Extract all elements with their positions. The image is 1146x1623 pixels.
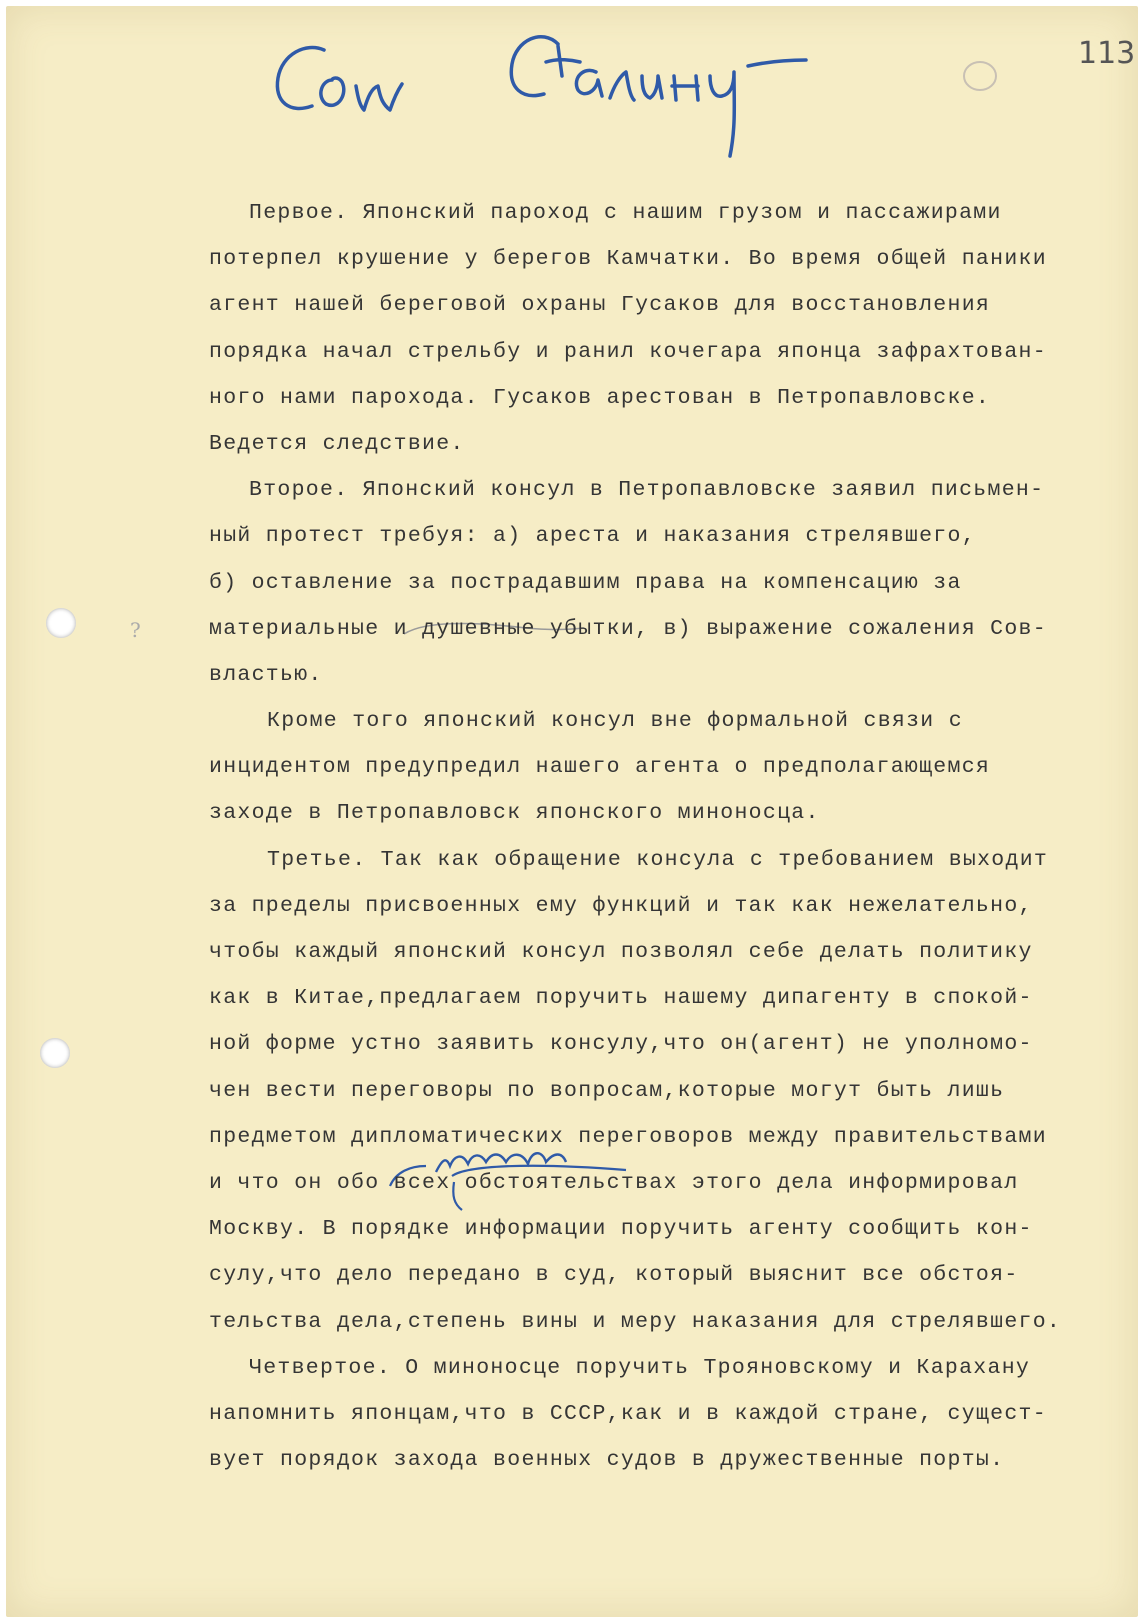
text-line: б) оставление за пострадавшим права на компенсацию за xyxy=(209,570,962,595)
pencil-circle-mark xyxy=(964,62,996,90)
text-line: Первое. Японский пароход с нашим грузом и пассажирами xyxy=(249,201,1002,225)
text-line: сулу,что дело передано в суд, который выяснит все обстоя- xyxy=(209,1263,1019,1288)
text-line: Кроме того японский консул вне формальной связи с xyxy=(267,709,963,734)
page-number: 113 xyxy=(1078,36,1136,71)
text-line: Второе. Японский консул в Петропавловске заявил письмен- xyxy=(249,478,1045,503)
text-line: как в Китае,предлагаем поручить нашему дипагенту в спокой- xyxy=(209,986,1033,1011)
margin-question-mark: ? xyxy=(130,618,141,642)
text-line: заходе в Петропавловск японского миноносца. xyxy=(209,801,820,826)
text-line: агент нашей береговой охраны Гусаков для восстановления xyxy=(209,293,991,318)
text-line: инцидентом предупредил нашего агента о предполагающемся xyxy=(209,755,991,780)
text-line: за пределы присвоенных ему функций и так как нежелательно, xyxy=(209,893,1033,918)
document-body xyxy=(209,190,1119,1483)
text-line: Москву. В порядке информации поручить агенту сообщить кон- xyxy=(209,1217,1033,1242)
text-line: Третье. Так как обращение консула с требованием выходит xyxy=(267,847,1049,872)
text-line: порядка начал стрельбу и ранил кочегара японца зафрахтован- xyxy=(209,339,1047,364)
text-line: тельства дела,степень вины и меру наказания для стрелявшего. xyxy=(209,1309,1062,1334)
resolution-signature xyxy=(277,37,806,156)
text-line: чтобы каждый японский консул позволял себе делать политику xyxy=(209,940,1033,964)
text-line: вует порядок захода военных судов в дружественные порты. xyxy=(209,1448,1005,1473)
punch-hole-bottom xyxy=(40,1038,70,1068)
text-line: ной форме устно заявить консулу,что он(агент) не уполномо- xyxy=(209,1032,1033,1057)
text-line: Четвертое. О миноносце поручить Трояновскому и Карахану xyxy=(249,1355,1031,1380)
text-line: чен вести переговоры по вопросам,которые могут быть лишь xyxy=(209,1078,1005,1103)
text-line: потерпел крушение у берегов Камчатки. Во время общей паники xyxy=(209,247,1047,272)
text-line: предметом дипломатических переговоров между правительствами xyxy=(209,1124,1047,1149)
punch-hole-top xyxy=(46,608,76,638)
text-line: ный протест требуя: а) ареста и наказания стрелявшего, xyxy=(209,524,976,549)
text-line: напомнить японцам,что в СССР,как и в каждой стране, сущест- xyxy=(209,1401,1047,1426)
text-line: Ведется следствие. xyxy=(209,431,465,456)
text-line: и что он обо всех обстоятельствах этого дела информировал xyxy=(209,1170,1019,1195)
text-line: ного нами парохода. Гусаков арестован в Петропавловске. xyxy=(209,385,991,410)
text-line: материальные и душевные убытки, в) выражение сожаления Сов- xyxy=(209,616,1047,641)
text-line: властью. xyxy=(209,662,323,687)
document-page xyxy=(6,6,1138,1617)
